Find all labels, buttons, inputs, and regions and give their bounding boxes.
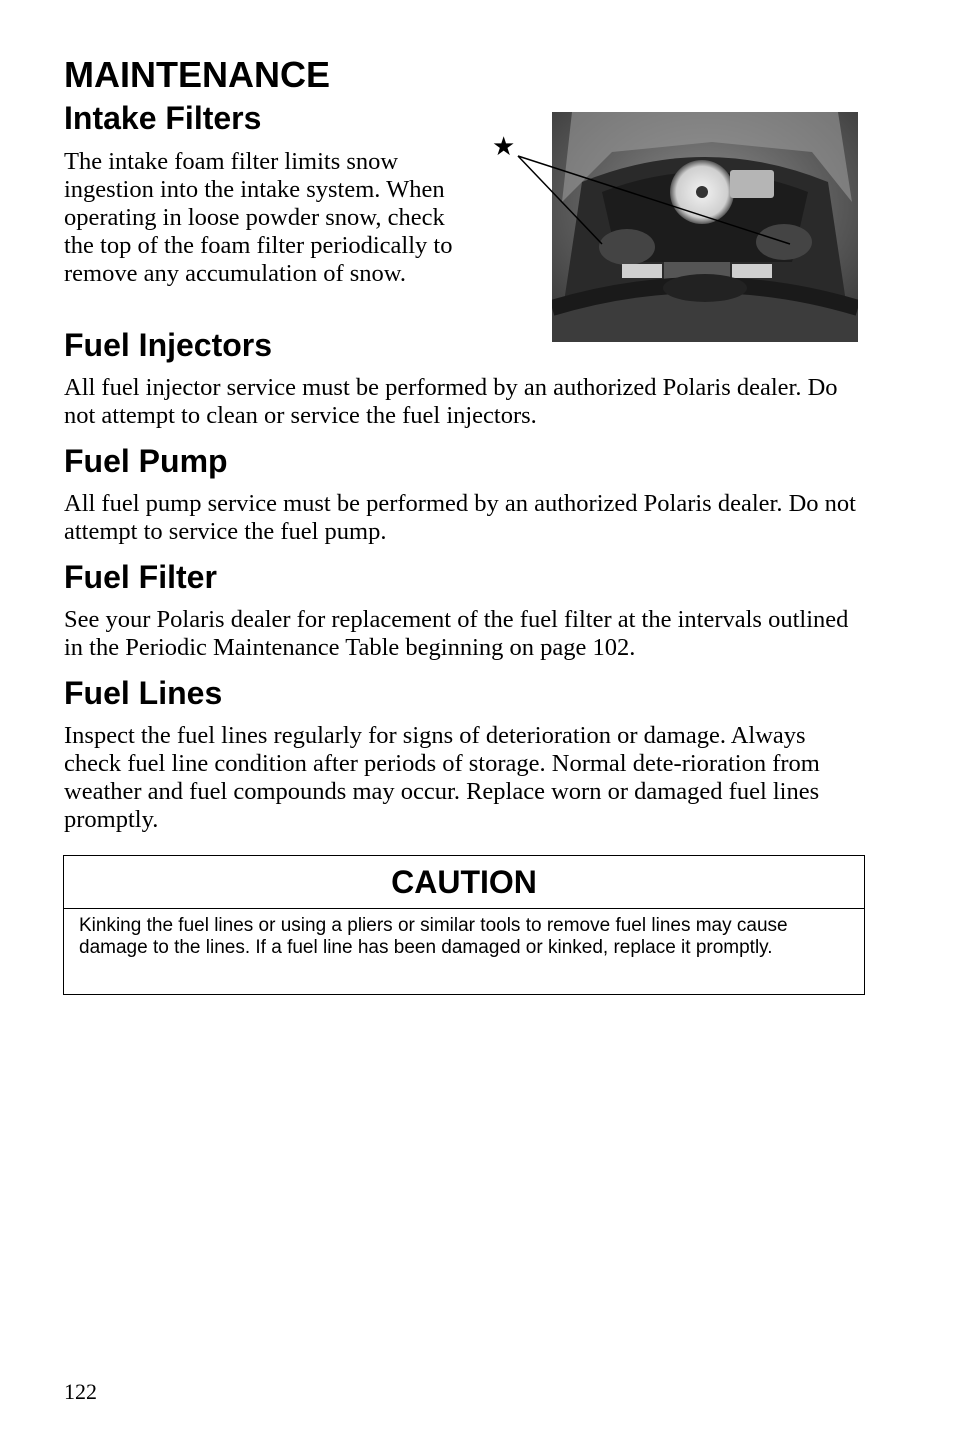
- fuel-pump-text: All fuel pump service must be performed by an authorized Polaris dealer. Do not attempt to service the fuel pump.: [64, 490, 856, 545]
- heading-fuel-pump: Fuel Pump: [64, 443, 228, 479]
- callout-star-icon: ★: [492, 132, 516, 162]
- fuel-injectors-text: All fuel injector service must be performed by an authorized Polaris dealer. Do not attempt to clean or service the fuel injectors.: [64, 374, 838, 429]
- caution-heading: CAUTION: [64, 856, 864, 909]
- fuel-filter-text: See your Polaris dealer for replacement of the fuel filter at the intervals outlined in the Periodic Maintenance Table beginning on page 102.: [64, 606, 849, 661]
- heading-intake-filters: Intake Filters: [64, 100, 262, 136]
- page-title: MAINTENANCE: [64, 54, 330, 95]
- fuel-lines-text: Inspect the fuel lines regularly for signs of deterioration or damage. Always check fuel line condition after periods of storage. Normal dete-rioration from weather and fuel compounds may occur. Replace worn or damaged fuel lines promptly.: [64, 722, 820, 833]
- intake-filters-text: The intake foam filter limits snow ingestion into the intake system. When operating in loose powder snow, check the top of the foam filter periodically to remove any accumulation of snow.: [64, 148, 453, 287]
- heading-fuel-lines: Fuel Lines: [64, 675, 223, 711]
- caution-text: Kinking the fuel lines or using a pliers or similar tools to remove fuel lines may cause damage to the lines. If a fuel line has been damaged or kinked, replace it promptly.: [79, 915, 788, 958]
- heading-fuel-injectors: Fuel Injectors: [64, 327, 273, 363]
- caution-box: [63, 855, 865, 995]
- page-number: 122: [64, 1379, 97, 1404]
- heading-fuel-filter: Fuel Filter: [64, 559, 217, 595]
